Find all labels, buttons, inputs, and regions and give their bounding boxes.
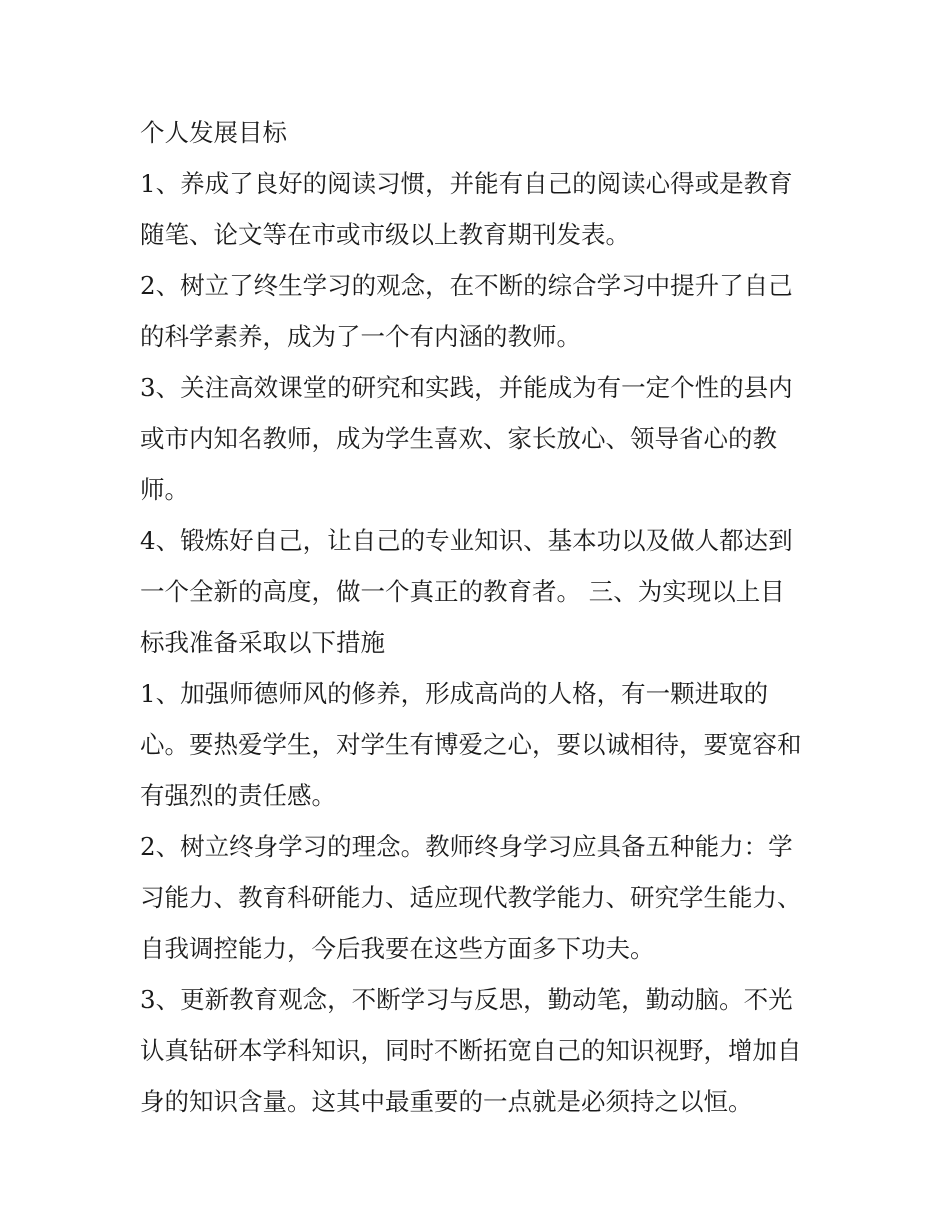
text-line: 4、锻炼好自己，让自己的专业知识、基本功以及做人都达到 bbox=[140, 526, 793, 555]
text-line: 1、养成了良好的阅读习惯，并能有自己的阅读心得或是教育 bbox=[140, 169, 793, 198]
text-line: 自我调控能力，今后我要在这些方面多下功夫。 bbox=[140, 934, 655, 963]
text-line: 师。 bbox=[140, 475, 189, 504]
text-line: 心。要热爱学生，对学生有博爱之心，要以诚相待，要宽容和 bbox=[140, 730, 802, 759]
text-line: 3、关注高效课堂的研究和实践，并能成为有一定个性的县内 bbox=[140, 373, 793, 402]
document-body bbox=[140, 107, 820, 1127]
text-line: 3、更新教育观念，不断学习与反思，勤动笔，勤动脑。不光 bbox=[140, 985, 793, 1014]
text-line: 的科学素养，成为了一个有内涵的教师。 bbox=[140, 322, 581, 351]
text-line: 或市内知名教师，成为学生喜欢、家长放心、领导省心的教 bbox=[140, 424, 777, 453]
text-line: 2、树立终身学习的理念。教师终身学习应具备五种能力：学 bbox=[140, 832, 793, 861]
text-line: 1、加强师德师风的修养，形成高尚的人格，有一颗进取的 bbox=[140, 679, 769, 708]
text-line: 一个全新的高度，做一个真正的教育者。 三、为实现以上目 bbox=[140, 577, 785, 606]
heading-personal-goals: 个人发展目标 bbox=[140, 118, 287, 147]
text-line: 标我准备采取以下措施 bbox=[140, 628, 385, 657]
text-line: 认真钻研本学科知识，同时不断拓宽自己的知识视野，增加自 bbox=[140, 1036, 802, 1065]
text-line: 身的知识含量。这其中最重要的一点就是必须持之以恒。 bbox=[140, 1087, 753, 1116]
text-line: 习能力、教育科研能力、适应现代教学能力、研究学生能力、 bbox=[140, 883, 802, 912]
text-line: 有强烈的责任感。 bbox=[140, 781, 336, 810]
text-line: 2、树立了终生学习的观念，在不断的综合学习中提升了自己 bbox=[140, 271, 793, 300]
text-line: 随笔、论文等在市或市级以上教育期刊发表。 bbox=[140, 220, 630, 249]
